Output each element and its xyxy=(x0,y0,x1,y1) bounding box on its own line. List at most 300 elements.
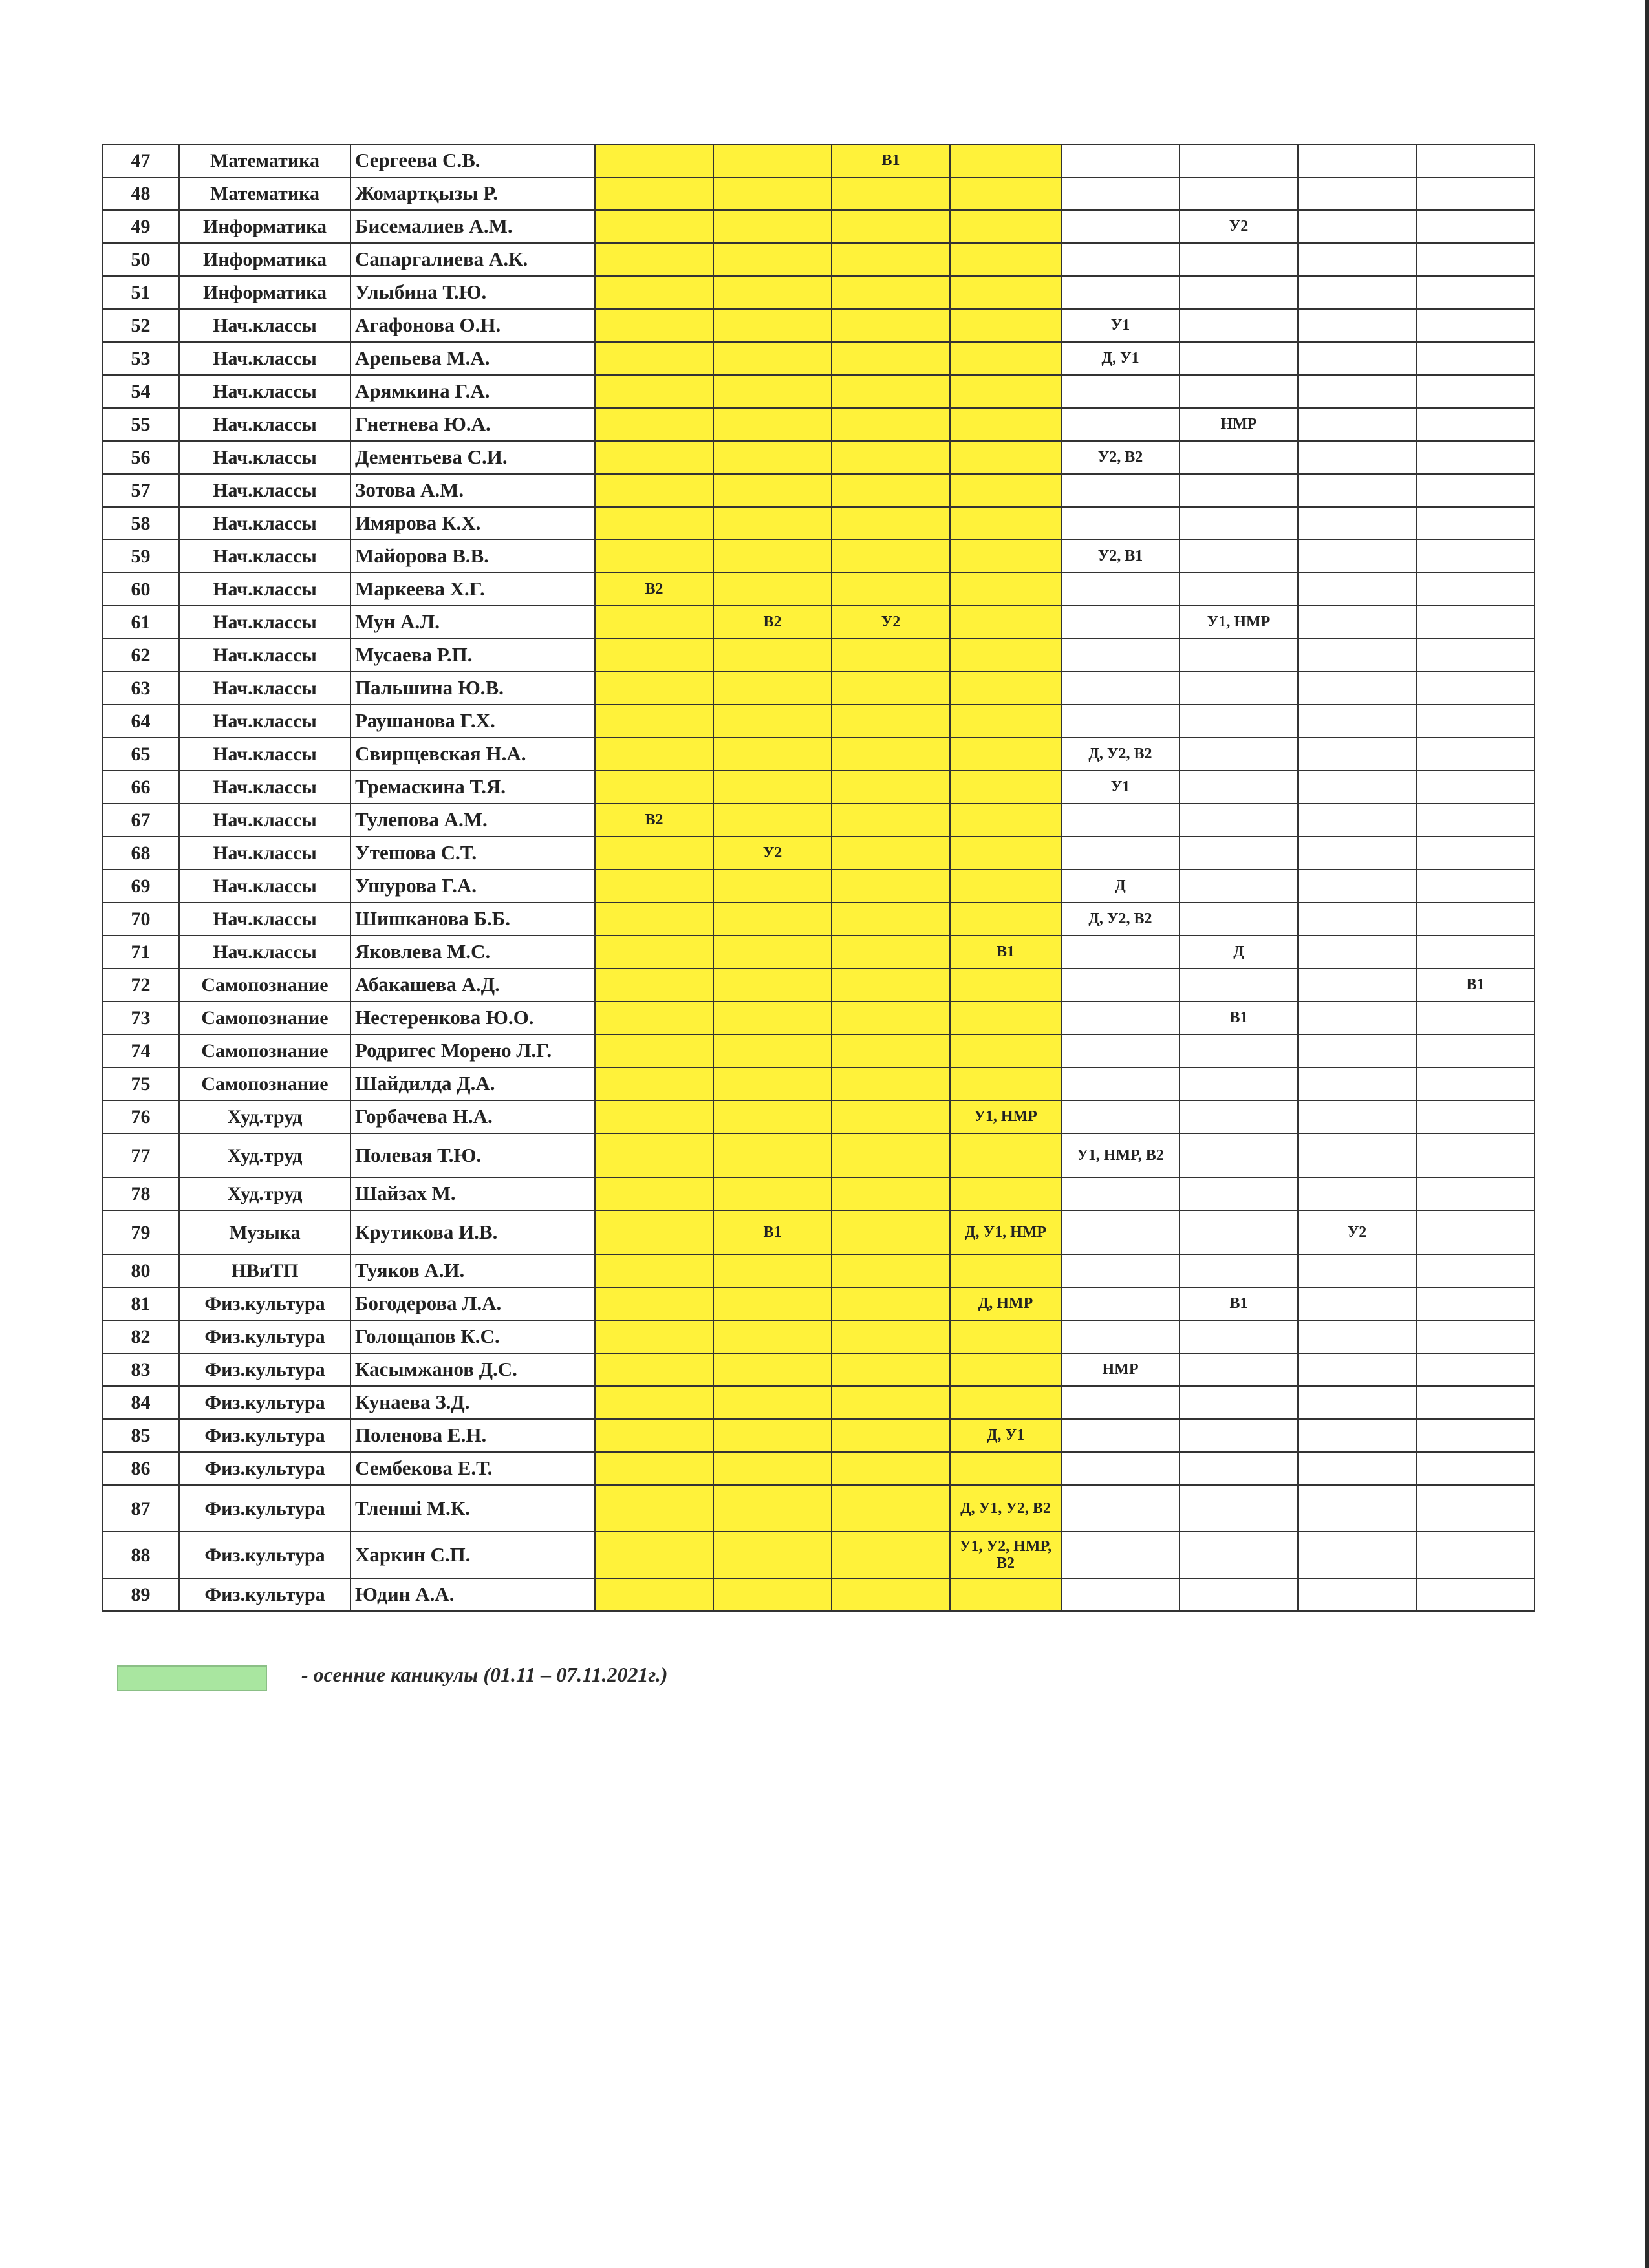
row-number: 74 xyxy=(102,1034,179,1067)
schedule-cell xyxy=(950,672,1061,705)
subject-cell: Физ.культура xyxy=(179,1353,350,1386)
schedule-cell xyxy=(832,771,950,804)
schedule-cell xyxy=(832,1210,950,1254)
schedule-table xyxy=(102,144,1535,1612)
row-number: 64 xyxy=(102,705,179,738)
schedule-cell xyxy=(832,573,950,606)
schedule-cell xyxy=(595,1452,713,1485)
table-row xyxy=(102,705,1535,738)
schedule-cell xyxy=(1061,1452,1180,1485)
schedule-cell xyxy=(1180,507,1298,540)
schedule-cell xyxy=(832,1320,950,1353)
teacher-cell: Пальшина Ю.В. xyxy=(350,672,595,705)
schedule-cell: Д, У1, НМР xyxy=(950,1210,1061,1254)
subject-cell: НВиТП xyxy=(179,1254,350,1287)
schedule-cell xyxy=(1180,1177,1298,1210)
schedule-cell xyxy=(1298,870,1416,903)
schedule-cell xyxy=(1180,639,1298,672)
row-number: 54 xyxy=(102,375,179,408)
row-number: 60 xyxy=(102,573,179,606)
schedule-cell xyxy=(1061,1485,1180,1532)
schedule-cell xyxy=(713,474,832,507)
teacher-cell: Агафонова О.Н. xyxy=(350,309,595,342)
schedule-cell: НМР xyxy=(1180,408,1298,441)
table-row xyxy=(102,342,1535,375)
schedule-cell xyxy=(950,870,1061,903)
teacher-cell: Абакашева А.Д. xyxy=(350,968,595,1001)
schedule-cell xyxy=(950,1452,1061,1485)
table-row xyxy=(102,1353,1535,1386)
schedule-cell xyxy=(1180,243,1298,276)
schedule-cell xyxy=(950,738,1061,771)
schedule-cell xyxy=(950,903,1061,936)
schedule-cell xyxy=(950,1254,1061,1287)
subject-cell: Физ.культура xyxy=(179,1578,350,1611)
subject-cell: Нач.классы xyxy=(179,738,350,771)
scan-edge xyxy=(1645,0,1649,2268)
row-number: 80 xyxy=(102,1254,179,1287)
schedule-cell xyxy=(1298,1034,1416,1067)
schedule-cell: Д, НМР xyxy=(950,1287,1061,1320)
schedule-cell xyxy=(1180,672,1298,705)
schedule-cell xyxy=(950,1353,1061,1386)
subject-cell: Физ.культура xyxy=(179,1532,350,1578)
subject-cell: Нач.классы xyxy=(179,408,350,441)
schedule-cell xyxy=(1298,606,1416,639)
teacher-cell: Майорова В.В. xyxy=(350,540,595,573)
schedule-cell xyxy=(1180,968,1298,1001)
schedule-cell xyxy=(1061,1287,1180,1320)
schedule-cell xyxy=(1416,1353,1535,1386)
subject-cell: Информатика xyxy=(179,276,350,309)
row-number: 66 xyxy=(102,771,179,804)
schedule-cell xyxy=(713,1386,832,1419)
schedule-cell xyxy=(713,1419,832,1452)
schedule-cell xyxy=(1416,1177,1535,1210)
schedule-cell xyxy=(713,1532,832,1578)
schedule-cell xyxy=(832,375,950,408)
schedule-cell xyxy=(1180,1067,1298,1100)
schedule-cell xyxy=(950,1133,1061,1177)
schedule-cell xyxy=(1061,1001,1180,1034)
schedule-cell: У2 xyxy=(832,606,950,639)
schedule-cell xyxy=(595,1133,713,1177)
schedule-cell xyxy=(832,1254,950,1287)
schedule-cell xyxy=(832,672,950,705)
schedule-cell xyxy=(1180,177,1298,210)
table-row xyxy=(102,870,1535,903)
schedule-cell xyxy=(1061,1177,1180,1210)
schedule-cell xyxy=(1298,342,1416,375)
schedule-cell xyxy=(1416,1133,1535,1177)
schedule-cell xyxy=(595,1386,713,1419)
schedule-cell xyxy=(1061,1034,1180,1067)
table-row xyxy=(102,1177,1535,1210)
schedule-cell xyxy=(595,1485,713,1532)
table-row xyxy=(102,672,1535,705)
schedule-cell: У1, НМР xyxy=(950,1100,1061,1133)
teacher-cell: Арямкина Г.А. xyxy=(350,375,595,408)
row-number: 53 xyxy=(102,342,179,375)
table-row xyxy=(102,1452,1535,1485)
schedule-cell xyxy=(950,771,1061,804)
schedule-cell xyxy=(595,1210,713,1254)
subject-cell: Самопознание xyxy=(179,1001,350,1034)
table-row xyxy=(102,507,1535,540)
row-number: 75 xyxy=(102,1067,179,1100)
schedule-cell: Д, У2, В2 xyxy=(1061,738,1180,771)
schedule-cell xyxy=(1416,474,1535,507)
table-row xyxy=(102,1287,1535,1320)
schedule-cell: Д, У1 xyxy=(950,1419,1061,1452)
schedule-cell xyxy=(1416,1386,1535,1419)
schedule-cell xyxy=(1298,210,1416,243)
schedule-cell xyxy=(832,1386,950,1419)
subject-cell: Нач.классы xyxy=(179,870,350,903)
schedule-cell xyxy=(950,639,1061,672)
schedule-cell xyxy=(832,309,950,342)
teacher-cell: Богодерова Л.А. xyxy=(350,1287,595,1320)
schedule-cell xyxy=(713,968,832,1001)
schedule-cell: В2 xyxy=(595,573,713,606)
schedule-cell xyxy=(1061,705,1180,738)
teacher-cell: Дементьева С.И. xyxy=(350,441,595,474)
row-number: 85 xyxy=(102,1419,179,1452)
table-row xyxy=(102,804,1535,837)
schedule-cell xyxy=(1298,1532,1416,1578)
schedule-cell xyxy=(713,870,832,903)
schedule-cell xyxy=(595,1532,713,1578)
schedule-cell xyxy=(950,1578,1061,1611)
table-row xyxy=(102,144,1535,177)
row-number: 87 xyxy=(102,1485,179,1532)
subject-cell: Худ.труд xyxy=(179,1133,350,1177)
table-row xyxy=(102,738,1535,771)
schedule-cell: У2, В1 xyxy=(1061,540,1180,573)
schedule-cell xyxy=(1298,243,1416,276)
schedule-cell xyxy=(1180,276,1298,309)
schedule-cell xyxy=(950,804,1061,837)
row-number: 48 xyxy=(102,177,179,210)
subject-cell: Нач.классы xyxy=(179,804,350,837)
schedule-cell xyxy=(1180,474,1298,507)
teacher-cell: Маркеева Х.Г. xyxy=(350,573,595,606)
schedule-cell: У2 xyxy=(1180,210,1298,243)
schedule-cell xyxy=(595,1100,713,1133)
schedule-cell xyxy=(595,771,713,804)
schedule-cell xyxy=(832,1532,950,1578)
row-number: 61 xyxy=(102,606,179,639)
schedule-cell xyxy=(1416,771,1535,804)
schedule-cell xyxy=(832,1287,950,1320)
schedule-cell xyxy=(1416,1485,1535,1532)
row-number: 77 xyxy=(102,1133,179,1177)
schedule-cell xyxy=(713,210,832,243)
schedule-cell xyxy=(713,705,832,738)
schedule-cell: У1, НМР, В2 xyxy=(1061,1133,1180,1177)
schedule-cell xyxy=(950,968,1061,1001)
schedule-cell: В1 xyxy=(950,936,1061,968)
schedule-cell xyxy=(595,870,713,903)
schedule-cell xyxy=(1298,1133,1416,1177)
teacher-cell: Голощапов К.С. xyxy=(350,1320,595,1353)
schedule-cell xyxy=(713,441,832,474)
schedule-cell xyxy=(595,243,713,276)
legend-text: - осенние каникулы (01.11 – 07.11.2021г.) xyxy=(301,1663,668,1686)
schedule-cell xyxy=(1061,1254,1180,1287)
schedule-cell xyxy=(950,1320,1061,1353)
schedule-cell xyxy=(832,1133,950,1177)
schedule-cell xyxy=(1298,1001,1416,1034)
schedule-cell xyxy=(1180,804,1298,837)
schedule-cell xyxy=(1298,144,1416,177)
schedule-cell xyxy=(1416,1287,1535,1320)
schedule-cell xyxy=(595,936,713,968)
table-row xyxy=(102,1100,1535,1133)
row-number: 47 xyxy=(102,144,179,177)
subject-cell: Нач.классы xyxy=(179,342,350,375)
schedule-cell xyxy=(1298,639,1416,672)
schedule-cell xyxy=(1416,243,1535,276)
schedule-cell: У2, В2 xyxy=(1061,441,1180,474)
schedule-cell: НМР xyxy=(1061,1353,1180,1386)
schedule-cell xyxy=(832,177,950,210)
schedule-cell xyxy=(1298,1067,1416,1100)
teacher-cell: Мусаева Р.П. xyxy=(350,639,595,672)
schedule-cell xyxy=(1416,507,1535,540)
subject-cell: Худ.труд xyxy=(179,1177,350,1210)
schedule-cell xyxy=(950,177,1061,210)
subject-cell: Нач.классы xyxy=(179,507,350,540)
schedule-cell xyxy=(832,1353,950,1386)
schedule-cell xyxy=(1180,738,1298,771)
schedule-cell xyxy=(1416,441,1535,474)
schedule-cell xyxy=(1298,1419,1416,1452)
schedule-cell xyxy=(1298,1320,1416,1353)
schedule-cell xyxy=(595,1419,713,1452)
schedule-cell xyxy=(832,1419,950,1452)
schedule-cell: В2 xyxy=(595,804,713,837)
schedule-cell: У1, НМР xyxy=(1180,606,1298,639)
schedule-cell xyxy=(595,1001,713,1034)
subject-cell: Нач.классы xyxy=(179,573,350,606)
subject-cell: Нач.классы xyxy=(179,375,350,408)
teacher-cell: Касымжанов Д.С. xyxy=(350,1353,595,1386)
schedule-cell xyxy=(1298,474,1416,507)
schedule-cell xyxy=(595,738,713,771)
subject-cell: Самопознание xyxy=(179,1067,350,1100)
schedule-cell xyxy=(713,903,832,936)
row-number: 63 xyxy=(102,672,179,705)
schedule-cell xyxy=(1180,375,1298,408)
subject-cell: Нач.классы xyxy=(179,639,350,672)
schedule-cell xyxy=(950,540,1061,573)
schedule-cell xyxy=(1416,1452,1535,1485)
schedule-cell xyxy=(1416,705,1535,738)
schedule-cell xyxy=(832,408,950,441)
row-number: 81 xyxy=(102,1287,179,1320)
table-row xyxy=(102,276,1535,309)
schedule-cell xyxy=(1180,1532,1298,1578)
schedule-cell xyxy=(1416,276,1535,309)
schedule-cell xyxy=(713,936,832,968)
schedule-cell xyxy=(1298,309,1416,342)
schedule-cell xyxy=(1416,1532,1535,1578)
schedule-cell xyxy=(1180,870,1298,903)
schedule-cell xyxy=(595,1034,713,1067)
schedule-cell xyxy=(595,705,713,738)
schedule-cell xyxy=(832,903,950,936)
schedule-cell xyxy=(713,1353,832,1386)
schedule-cell xyxy=(832,474,950,507)
schedule-cell xyxy=(1416,573,1535,606)
table-row xyxy=(102,968,1535,1001)
schedule-cell xyxy=(950,1034,1061,1067)
schedule-cell xyxy=(713,1578,832,1611)
schedule-cell xyxy=(1298,771,1416,804)
schedule-cell xyxy=(1298,1100,1416,1133)
schedule-cell xyxy=(950,144,1061,177)
schedule-cell xyxy=(1298,1177,1416,1210)
schedule-cell xyxy=(1180,1386,1298,1419)
table-row xyxy=(102,1419,1535,1452)
table-row xyxy=(102,309,1535,342)
table-row xyxy=(102,573,1535,606)
schedule-cell xyxy=(950,573,1061,606)
schedule-cell xyxy=(1180,1320,1298,1353)
schedule-cell xyxy=(1180,309,1298,342)
table-row xyxy=(102,1386,1535,1419)
teacher-cell: Горбачева Н.А. xyxy=(350,1100,595,1133)
schedule-cell xyxy=(1061,1067,1180,1100)
schedule-cell xyxy=(1298,968,1416,1001)
schedule-cell xyxy=(832,243,950,276)
schedule-cell xyxy=(832,1177,950,1210)
table-row xyxy=(102,1001,1535,1034)
schedule-cell xyxy=(1298,540,1416,573)
subject-cell: Нач.классы xyxy=(179,903,350,936)
teacher-cell: Мун А.Л. xyxy=(350,606,595,639)
subject-cell: Худ.труд xyxy=(179,1100,350,1133)
schedule-cell xyxy=(595,1067,713,1100)
schedule-cell xyxy=(832,210,950,243)
schedule-cell xyxy=(832,639,950,672)
row-number: 72 xyxy=(102,968,179,1001)
legend-swatch xyxy=(117,1665,267,1691)
schedule-cell xyxy=(1416,540,1535,573)
schedule-cell xyxy=(1416,1210,1535,1254)
schedule-cell: Д xyxy=(1061,870,1180,903)
subject-cell: Самопознание xyxy=(179,968,350,1001)
schedule-cell xyxy=(595,309,713,342)
schedule-cell xyxy=(1416,1034,1535,1067)
schedule-cell xyxy=(1061,1320,1180,1353)
table-row xyxy=(102,1485,1535,1532)
schedule-cell xyxy=(1416,1067,1535,1100)
row-number: 76 xyxy=(102,1100,179,1133)
schedule-cell xyxy=(1180,1210,1298,1254)
subject-cell: Информатика xyxy=(179,210,350,243)
schedule-cell xyxy=(832,1034,950,1067)
schedule-cell xyxy=(950,507,1061,540)
schedule-cell: В1 xyxy=(1416,968,1535,1001)
schedule-cell xyxy=(1298,672,1416,705)
schedule-cell: Д, У1, У2, В2 xyxy=(950,1485,1061,1532)
table-row xyxy=(102,936,1535,968)
schedule-cell xyxy=(1061,672,1180,705)
schedule-cell xyxy=(1416,837,1535,870)
table-row xyxy=(102,1320,1535,1353)
schedule-cell xyxy=(1061,144,1180,177)
schedule-cell xyxy=(713,375,832,408)
schedule-cell xyxy=(713,243,832,276)
schedule-cell xyxy=(1298,276,1416,309)
subject-cell: Физ.культура xyxy=(179,1386,350,1419)
schedule-cell xyxy=(595,672,713,705)
schedule-cell xyxy=(713,738,832,771)
teacher-cell: Бисемалиев А.М. xyxy=(350,210,595,243)
schedule-cell xyxy=(1061,1100,1180,1133)
schedule-cell: В1 xyxy=(1180,1001,1298,1034)
schedule-body xyxy=(102,144,1535,1611)
teacher-cell: Крутикова И.В. xyxy=(350,1210,595,1254)
schedule-cell xyxy=(1061,804,1180,837)
schedule-cell xyxy=(1061,276,1180,309)
schedule-cell xyxy=(1298,738,1416,771)
schedule-cell xyxy=(1061,606,1180,639)
teacher-cell: Сергеева С.В. xyxy=(350,144,595,177)
schedule-cell xyxy=(595,441,713,474)
teacher-cell: Гнетнева Ю.А. xyxy=(350,408,595,441)
table-row xyxy=(102,540,1535,573)
schedule-cell xyxy=(1416,408,1535,441)
schedule-cell xyxy=(713,1133,832,1177)
schedule-cell xyxy=(832,968,950,1001)
table-row xyxy=(102,1067,1535,1100)
subject-cell: Музыка xyxy=(179,1210,350,1254)
teacher-cell: Шайдилда Д.А. xyxy=(350,1067,595,1100)
schedule-cell xyxy=(1180,837,1298,870)
schedule-cell: У2 xyxy=(713,837,832,870)
schedule-cell xyxy=(1061,968,1180,1001)
schedule-cell xyxy=(1061,177,1180,210)
schedule-cell xyxy=(1416,1578,1535,1611)
schedule-cell xyxy=(1416,177,1535,210)
schedule-cell xyxy=(713,1067,832,1100)
schedule-cell xyxy=(713,507,832,540)
schedule-cell xyxy=(1061,1578,1180,1611)
table-row xyxy=(102,1532,1535,1578)
schedule-cell xyxy=(1416,936,1535,968)
schedule-cell xyxy=(950,309,1061,342)
schedule-cell xyxy=(1298,903,1416,936)
table-row xyxy=(102,1133,1535,1177)
table-row xyxy=(102,177,1535,210)
schedule-cell xyxy=(1416,375,1535,408)
teacher-cell: Полевая Т.Ю. xyxy=(350,1133,595,1177)
schedule-cell xyxy=(950,837,1061,870)
schedule-cell xyxy=(1298,1578,1416,1611)
schedule-cell xyxy=(713,177,832,210)
schedule-cell xyxy=(1180,1100,1298,1133)
schedule-cell xyxy=(1416,1100,1535,1133)
schedule-cell xyxy=(950,243,1061,276)
table-row xyxy=(102,771,1535,804)
subject-cell: Нач.классы xyxy=(179,441,350,474)
row-number: 69 xyxy=(102,870,179,903)
schedule-cell xyxy=(950,705,1061,738)
schedule-cell xyxy=(1416,606,1535,639)
